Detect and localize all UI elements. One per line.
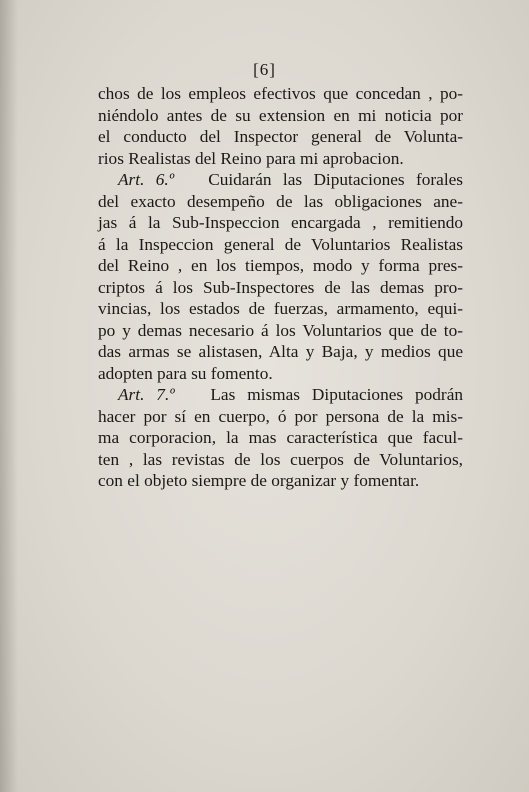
article-label: Art. 6.º xyxy=(118,170,175,189)
text-line: niéndolo antes de su extension en mi noticia por xyxy=(98,105,463,125)
text-line: con el objeto siempre de organizar y fomentar. xyxy=(98,471,420,490)
text-line xyxy=(98,169,463,191)
page-edge-shadow xyxy=(0,0,18,792)
article-7 xyxy=(98,384,463,492)
text-line xyxy=(98,384,463,406)
text-line: hacer por sí en cuerpo, ó por persona de la mis- xyxy=(98,406,463,426)
text-line: das armas se alistasen, Alta y Baja, y medios que xyxy=(98,342,463,361)
page-body xyxy=(98,83,463,492)
text-line: ten , las revistas de los cuerpos de Voluntarios, xyxy=(98,449,463,469)
text-line: adopten para su fomento. xyxy=(98,363,273,383)
text-line: po y demas necesario á los Voluntarios que de to- xyxy=(98,320,463,340)
text-line: del exacto desempeño de las obligaciones ane- xyxy=(98,191,463,211)
text-line: criptos á los Sub-Inspectores de las demas pro- xyxy=(98,277,463,297)
article-label: Art. 7.º xyxy=(118,385,175,404)
text-line: del Reino , en los tiempos, modo y forma pres- xyxy=(98,256,463,275)
paragraph-1 xyxy=(98,83,463,169)
text-line-content: Las mismas Diputaciones podrán xyxy=(210,385,464,404)
text-line: jas á la Sub-Inspeccion encargada , remitiendo xyxy=(98,213,463,232)
text-line: el conducto del Inspector general de Volunta- xyxy=(98,127,463,146)
text-line: chos de los empleos efectivos que concedan , po- xyxy=(98,84,463,103)
text-line: vincias, los estados de fuerzas, armamento, equi- xyxy=(98,299,463,318)
page-number: [6] xyxy=(253,60,276,79)
text-line: á la Inspeccion general de Voluntarios Realistas xyxy=(98,234,463,254)
article-6 xyxy=(98,169,463,384)
text-line: ma corporacion, la mas característica que facul- xyxy=(98,428,463,447)
text-line-content: Cuidarán las Diputaciones forales xyxy=(208,170,464,189)
text-line: rios Realistas del Reino para mi aprobacion. xyxy=(98,148,404,168)
